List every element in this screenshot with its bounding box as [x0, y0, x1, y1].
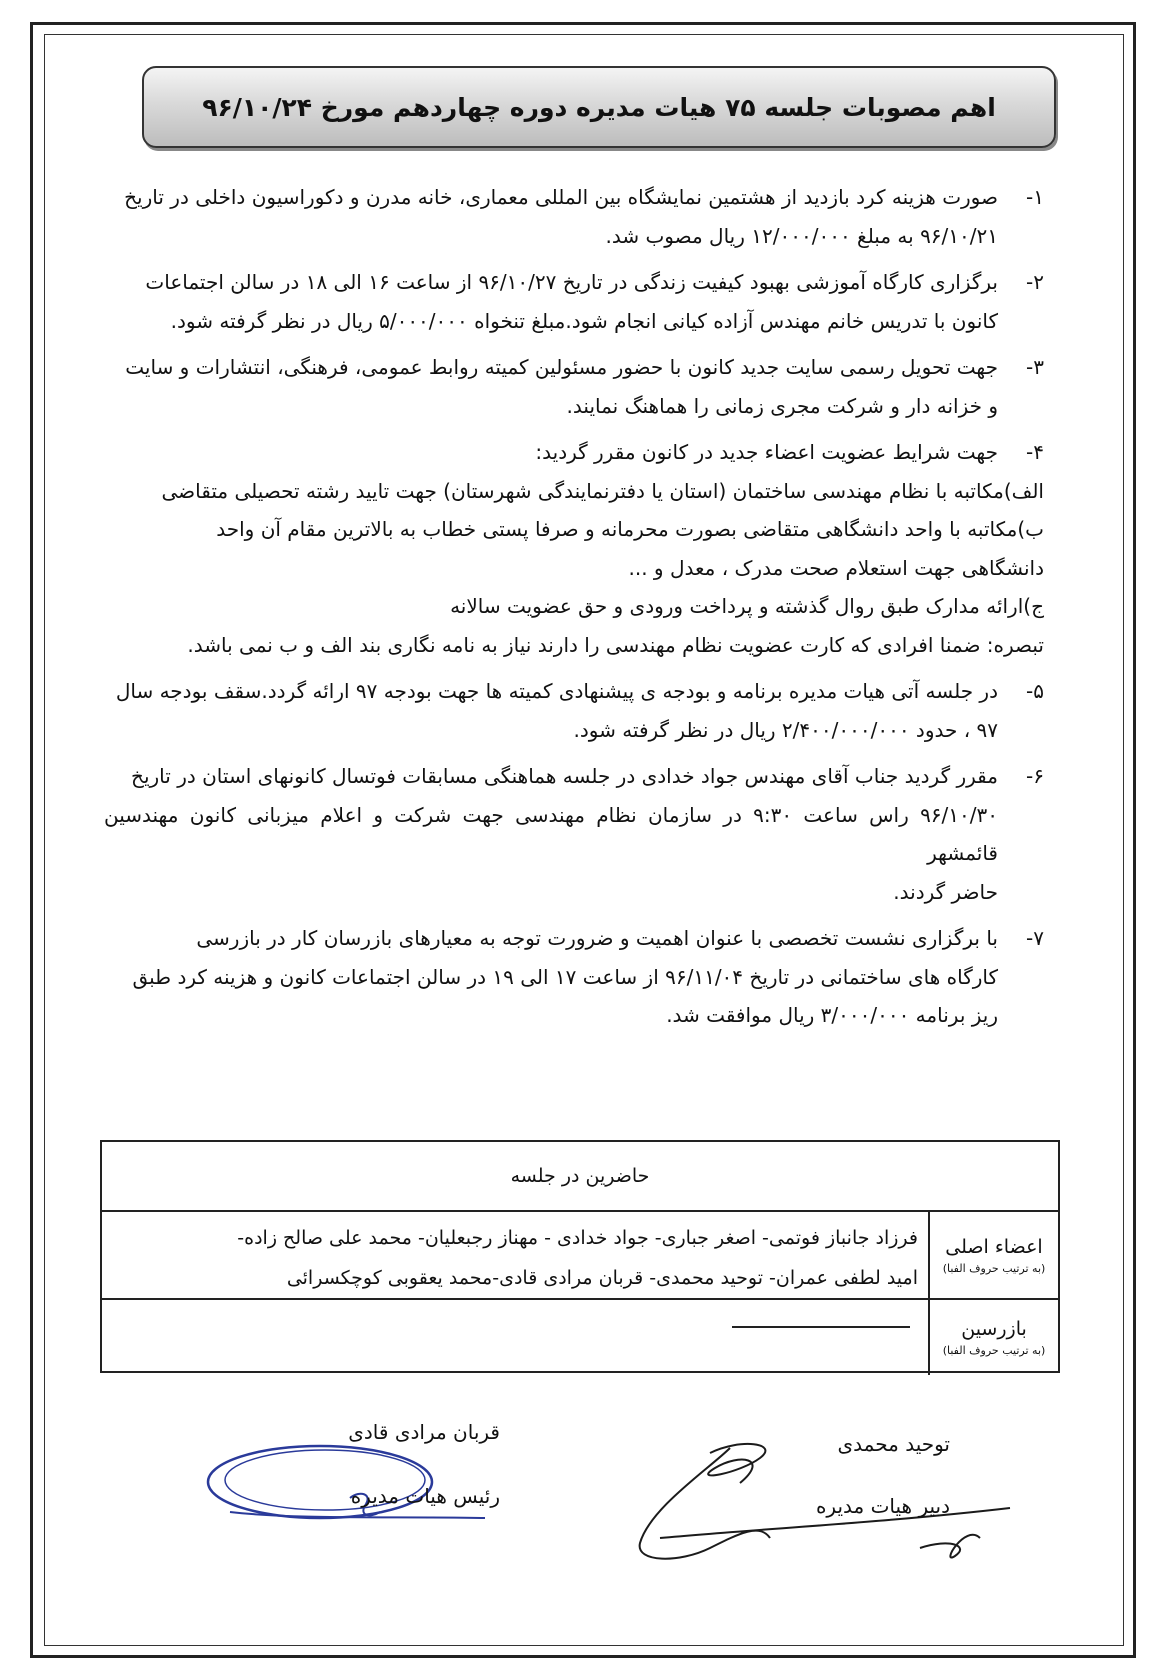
inspectors-label: بازرسین — [961, 1318, 1027, 1340]
sub-item-be: ب)مکاتبه با واحد دانشگاهی متقاضی بصورت محرمانه و صرفا پستی خطاب به بالاترین مقام آن واحد — [216, 517, 1044, 541]
item-number: ۴- — [1026, 440, 1044, 464]
item-number: ۲- — [1026, 270, 1044, 294]
item-line: صورت هزینه کرد بازدید از هشتمین نمایشگاه بین المللی معماری، خانه مدرن و دکوراسیون داخلی در تاریخ — [124, 185, 998, 209]
item-number: ۷- — [1026, 926, 1044, 950]
note-tabsare: تبصره: ضمنا افرادی که کارت عضویت نظام مهندسی را دارند نیاز به نامه نگاری بند الف و ب نمی باشد. — [187, 632, 1044, 657]
resolution-item-4 — [104, 433, 1044, 472]
chair-name: قربان مرادی قادی — [348, 1420, 500, 1444]
chair-role: رئیس هیات مدیره — [350, 1484, 500, 1508]
resolution-item-7 — [104, 919, 1044, 1035]
sub-item-jim: ج)ارائه مدارک طبق روال گذشته و پرداخت ورودی و حق عضویت سالانه — [450, 594, 1044, 618]
title-banner — [142, 66, 1056, 148]
item-line: با برگزاری نشست تخصصی با عنوان اهمیت و ضرورت توجه به معیارهای بازرسان کار در بازرسی — [196, 926, 998, 950]
resolution-item-1 — [104, 178, 1044, 255]
sub-item-be-continued: دانشگاهی جهت استعلام صحت مدرک ، معدل و ... — [628, 555, 1044, 580]
resolutions-list — [104, 178, 1044, 1035]
item-line: در جلسه آتی هیات مدیره برنامه و بودجه ی پیشنهادی کمیته ها جهت بودجه ۹۷ ارائه گردد.سقف بودجه سال — [115, 679, 998, 703]
members-row — [102, 1212, 1058, 1300]
secretary-signature-block — [690, 1432, 950, 1518]
members-list — [102, 1212, 928, 1298]
item-line: و خزانه دار و شرکت مجری زمانی را هماهنگ نمایند. — [566, 393, 998, 418]
item-line: مقرر گردید جناب آقای مهندس جواد خدادی در جلسه هماهنگی مسابقات فوتسال کانونهای استان در تاریخ — [131, 764, 998, 788]
item-number: ۵- — [1026, 679, 1044, 703]
resolution-item-3 — [104, 348, 1044, 425]
item-line: ریز برنامه ۳/۰۰۰/۰۰۰ ریال موافقت شد. — [666, 1003, 998, 1027]
item-line: جهت شرایط عضویت اعضاء جدید در کانون مقرر گردید: — [535, 440, 998, 464]
secretary-role: دبیر هیات مدیره — [815, 1494, 950, 1518]
inspectors-label-cell — [928, 1300, 1058, 1375]
inspectors-note: (به ترتیب حروف الفبا) — [942, 1344, 1046, 1357]
item-number: ۳- — [1026, 355, 1044, 379]
attendance-table — [100, 1140, 1060, 1373]
attendance-heading: حاضرین در جلسه — [102, 1142, 1058, 1212]
chair-signature-block — [300, 1420, 500, 1508]
document-title: اهم مصوبات جلسه ۷۵ هیات مدیره دوره چهاردهم مورخ ۹۶/۱۰/۲۴ — [202, 92, 996, 122]
members-label: اعضاء اصلی — [945, 1235, 1043, 1258]
item-line: جهت تحویل رسمی سایت جدید کانون با حضور مسئولین کمیته روابط عمومی، فرهنگی، انتشارات و سایت — [125, 355, 998, 379]
secretary-name: توحید محمدی — [837, 1432, 950, 1456]
members-line: امید لطفی عمران- توحید محمدی- قربان مرادی قادی-محمد یعقوبی کوچکسرائی — [286, 1267, 918, 1289]
item-line: حاضر گردند. — [893, 879, 998, 904]
members-label-cell — [928, 1212, 1058, 1298]
members-note: (به ترتیب حروف الفبا) — [942, 1261, 1046, 1275]
resolution-item-5 — [104, 672, 1044, 749]
resolution-item-6 — [104, 757, 1044, 911]
blank-line — [732, 1326, 910, 1328]
inspectors-row — [102, 1300, 1058, 1375]
item-line: ۹۶/۱۰/۳۰ راس ساعت ۹:۳۰ در سازمان نظام مهندسی جهت شرکت و اعلام میزبانی کانون مهندسین قائمشهر — [104, 802, 998, 865]
item-line: برگزاری کارگاه آموزشی بهبود کیفیت زندگی در تاریخ ۹۶/۱۰/۲۷ از ساعت ۱۶ الی ۱۸ در سالن اجتماعات — [145, 270, 998, 294]
sub-item-alef: الف)مکاتبه با نظام مهندسی ساختمان (استان یا دفترنمایندگی شهرستان) جهت تایید رشته تحصیلی متقاضی — [161, 478, 1044, 503]
members-line: فرزاد جانباز فوتمی- اصغر جباری- جواد خدادی - مهناز رجبعلیان- محمد علی صالح زاده- — [237, 1227, 918, 1249]
item-line: کانون با تدریس خانم مهندس آزاده کیانی انجام شود.مبلغ تنخواه ۵/۰۰۰/۰۰۰ ریال در نظر گرفته شود. — [170, 308, 998, 333]
item-line: ۹۷ ، حدود ۲/۴۰۰/۰۰۰/۰۰۰ ریال در نظر گرفته شود. — [573, 717, 998, 742]
item-line: ۹۶/۱۰/۲۱ به مبلغ ۱۲/۰۰۰/۰۰۰ ریال مصوب شد. — [605, 223, 998, 248]
item-number: ۶- — [1026, 764, 1044, 788]
item-number: ۱- — [1026, 185, 1044, 209]
inspectors-list — [102, 1300, 928, 1375]
item-line: کارگاه های ساختمانی در تاریخ ۹۶/۱۱/۰۴ از ساعت ۱۷ الی ۱۹ در سالن اجتماعات کانون و هزینه کرد طبق — [132, 964, 998, 989]
resolution-item-2 — [104, 263, 1044, 340]
